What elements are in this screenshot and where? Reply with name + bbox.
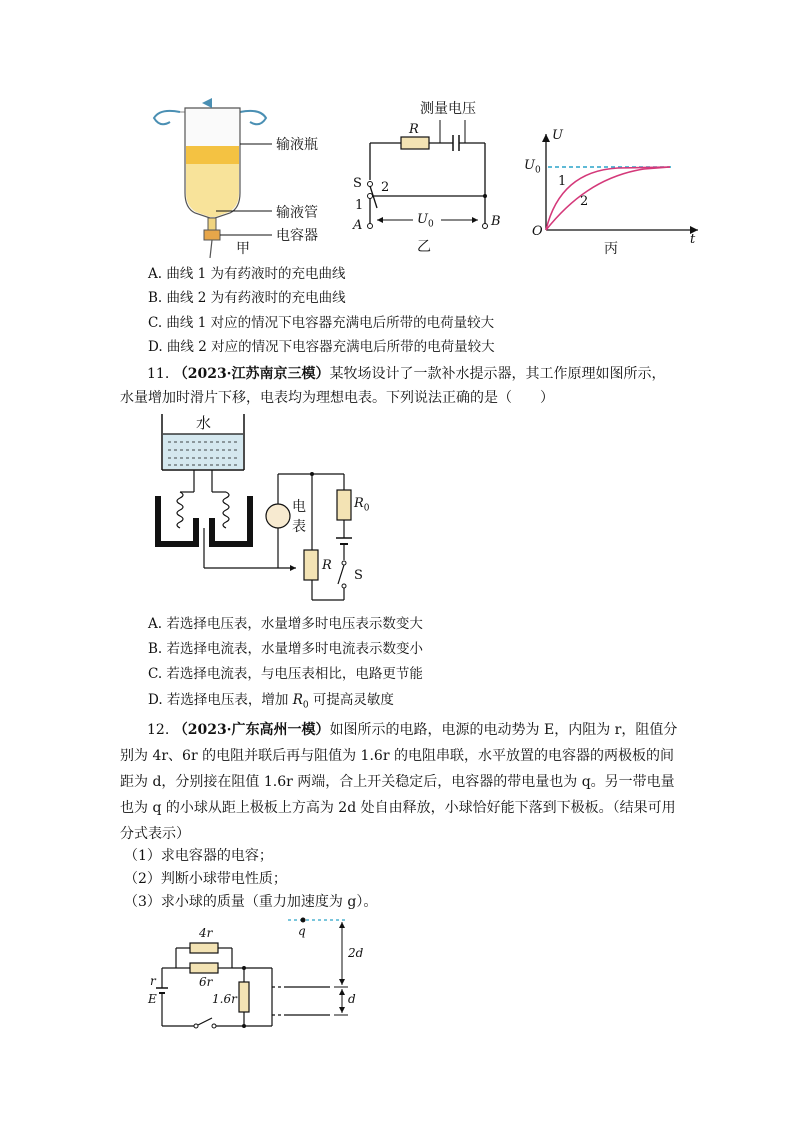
yi-title: 测量电压 xyxy=(420,101,476,117)
q11-fig-meter2: 表 xyxy=(292,519,306,535)
q11-option-a: A. 若选择电压表，水量增多时电压表示数变大 xyxy=(148,616,423,632)
q11-fig-water: 水 xyxy=(196,414,212,432)
figure-bing xyxy=(520,126,710,261)
bing-u0: $U_0$ xyxy=(524,158,541,176)
label-capacitor: 电容器 xyxy=(276,228,318,244)
q10-option-d: D. 曲线 2 对应的情况下电容器充满电后所带的电荷量较大 xyxy=(148,339,495,355)
q11-fig-r0: $R_0$ xyxy=(354,496,370,514)
q12-line4: 也为 q 的小球从距上极板上方高为 2d 处自由释放，小球恰好能下落到下极板。（结果可用 xyxy=(120,800,676,816)
yi-n1: 1 xyxy=(355,198,364,213)
q11-option-b: B. 若选择电流表，水量增多时电流表示数变小 xyxy=(148,641,424,657)
q12-fig-2d: 2d xyxy=(348,946,364,960)
q12-fig-16r: 1.6r xyxy=(212,992,237,1006)
bing-curve1: 1 xyxy=(558,174,567,189)
q10-option-a: A. 曲线 1 为有药液时的充电曲线 xyxy=(148,266,346,282)
yi-n2: 2 xyxy=(381,180,390,195)
figure-yi xyxy=(345,98,515,260)
q12-line2: 别为 4r、6r 的电阻并联后再与阻值为 1.6r 的电阻串联，水平放置的电容器的两极板的间 xyxy=(120,748,674,764)
label-tube: 输液管 xyxy=(276,205,318,221)
q10-option-c: C. 曲线 1 对应的情况下电容器充满电后所带的电荷量较大 xyxy=(148,315,495,331)
q12-sub2: （2）判断小球带电性质； xyxy=(124,871,287,887)
caption-yi: 乙 xyxy=(417,239,431,255)
q12-fig-6r: 6r xyxy=(199,975,213,989)
q12-fig-e: E xyxy=(148,992,157,1006)
q12-figure xyxy=(148,912,368,1034)
q12-fig-q: q xyxy=(298,924,306,938)
bing-y-axis: U xyxy=(552,128,563,143)
q12-fig-d: d xyxy=(348,992,356,1006)
caption-bing: 丙 xyxy=(604,241,618,257)
q12-line1: 12. （2023·广东高州一模）如图所示的电路，电源的电动势为 E，内阻为 r，阻值分 xyxy=(147,722,678,738)
yi-a: A xyxy=(353,218,363,233)
bing-x-axis: t xyxy=(690,232,696,247)
q11-line1: 11. （2023·江苏南京三模）某牧场设计了一款补水提示器，其工作原理如图所示， xyxy=(147,366,666,382)
yi-r: R xyxy=(409,122,419,137)
yi-b: B xyxy=(491,214,501,229)
q12-fig-4r: 4r xyxy=(199,926,213,940)
q12-line5: 分式表示） xyxy=(120,826,190,842)
bing-origin: O xyxy=(532,224,543,239)
q12-fig-r: r xyxy=(150,974,156,988)
q12-sub1: （1）求电容器的电容； xyxy=(124,848,273,864)
yi-u0: $U_0$ xyxy=(417,212,434,230)
q11-fig-s: S xyxy=(354,568,363,583)
q12-line3: 距为 d，分别接在阻值 1.6r 两端，合上开关稳定后，电容器的带电量也为 q。另一带电量 xyxy=(120,774,675,790)
q11-line2: 水量增加时滑片下移，电表均为理想电表。下列说法正确的是（ ） xyxy=(120,390,554,406)
caption-jia: 甲 xyxy=(236,241,250,257)
bing-curve2: 2 xyxy=(580,194,589,209)
q12-sub3: （3）求小球的质量（重力加速度为 g）。 xyxy=(124,894,378,910)
q11-option-c: C. 若选择电流表，与电压表相比，电路更节能 xyxy=(148,666,423,682)
yi-s: S xyxy=(353,176,362,191)
q11-fig-r: R xyxy=(322,558,332,573)
q10-option-b: B. 曲线 2 为有药液时的充电曲线 xyxy=(148,290,346,306)
q11-option-d: D. 若选择电压表，增加 $R_0$ 可提高灵敏度 xyxy=(148,692,394,711)
q11-figure xyxy=(150,408,390,608)
figure-jia xyxy=(140,98,340,258)
q11-fig-meter1: 电 xyxy=(292,499,306,515)
label-bottle: 输液瓶 xyxy=(276,137,318,153)
